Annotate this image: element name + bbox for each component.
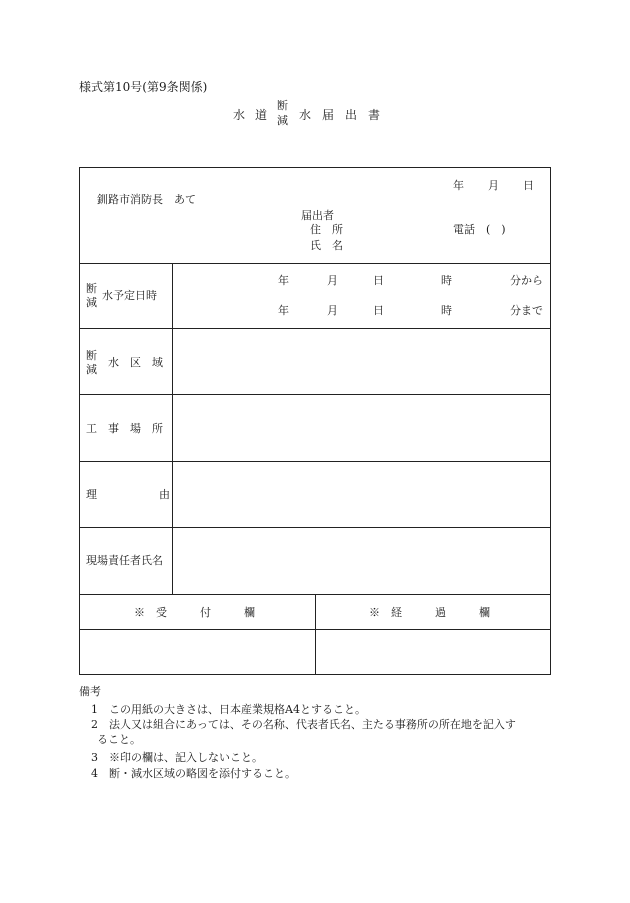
reason-label-right: 由 [159, 488, 170, 501]
end-month: 月 [327, 304, 338, 317]
footer-column-divider [315, 594, 316, 675]
start-hour: 時 [441, 274, 452, 287]
label-column-divider [172, 263, 173, 594]
area-label: 水 区 域 [108, 356, 163, 369]
start-minute: 分から [510, 274, 543, 287]
title-char: 道 [255, 108, 268, 122]
note-item: 2 法人又は組合にあっては、その名称、代表者氏名、主たる事務所の所在地を記入す [91, 718, 516, 731]
area-label-cut: 断 [86, 349, 97, 362]
divider [80, 527, 550, 528]
date-month: 月 [488, 179, 499, 192]
divider [80, 461, 550, 462]
reason-label-left: 理 [86, 488, 97, 501]
title-char-cut: 断 [277, 99, 288, 112]
schedule-label-cut: 断 [86, 282, 97, 295]
name-label: 氏 名 [310, 239, 343, 252]
date-day: 日 [523, 179, 534, 192]
title-char-reduce: 減 [277, 114, 288, 127]
manager-label: 現場責任者氏名 [86, 554, 163, 567]
divider [80, 328, 550, 329]
phone-label: 電話 ( ) [453, 223, 506, 236]
end-hour: 時 [441, 304, 452, 317]
title-char: 水 [299, 108, 312, 122]
application-form [79, 167, 551, 675]
note-item: 1 この用紙の大きさは、日本産業規格A4とすること。 [91, 703, 366, 716]
start-day: 日 [373, 274, 384, 287]
note-item: 3 ※印の欄は、記入しないこと。 [91, 751, 263, 764]
title-char: 水 [233, 108, 246, 122]
note-item: 4 断・減水区域の略図を添付すること。 [91, 767, 296, 780]
title-char: 書 [368, 108, 381, 122]
title-char: 届 [322, 108, 335, 122]
address-label: 住 所 [310, 223, 343, 236]
note-item-continued: ること。 [97, 733, 141, 746]
applicant-label: 届出者 [301, 209, 334, 222]
end-day: 日 [373, 304, 384, 317]
reception-header: ※ 受 付 欄 [134, 606, 255, 619]
end-year: 年 [278, 304, 289, 317]
schedule-label: 水予定日時 [102, 289, 157, 302]
progress-header: ※ 経 過 欄 [369, 606, 490, 619]
site-label: 工 事 場 所 [86, 422, 163, 435]
divider [80, 263, 550, 264]
start-month: 月 [327, 274, 338, 287]
schedule-label-reduce: 減 [86, 296, 97, 309]
start-year: 年 [278, 274, 289, 287]
divider [80, 394, 550, 395]
date-year: 年 [453, 179, 464, 192]
end-minute: 分まで [510, 304, 543, 317]
notes-heading: 備考 [79, 685, 101, 698]
area-label-reduce: 減 [86, 363, 97, 376]
form-number: 様式第10号(第9条関係) [79, 80, 208, 94]
addressee: 釧路市消防長 あて [97, 193, 196, 206]
title-char: 出 [345, 108, 358, 122]
